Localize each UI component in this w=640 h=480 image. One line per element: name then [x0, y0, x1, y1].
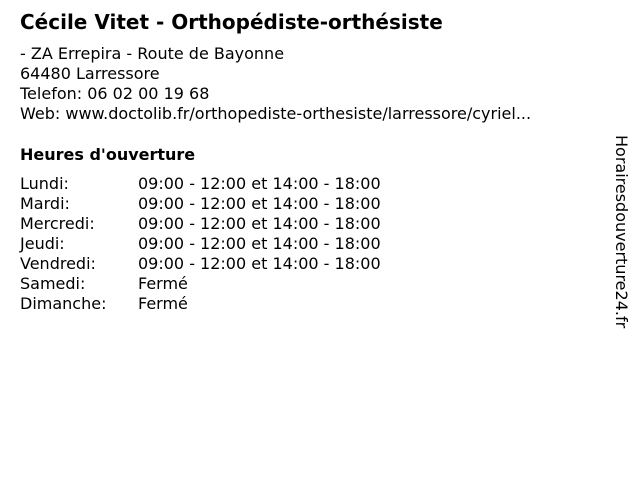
hours-row-thursday	[20, 234, 381, 254]
website-line: Web: www.doctolib.fr/orthopediste-orthesiste/larressore/cyriel...	[20, 104, 532, 123]
hours-time-value: Fermé	[138, 274, 188, 293]
hours-day-label: Mercredi:	[20, 214, 95, 233]
hours-time-value: 09:00 - 12:00 et 14:00 - 18:00	[138, 234, 381, 253]
address-city: 64480 Larressore	[20, 64, 160, 83]
hours-row-saturday	[20, 274, 381, 294]
site-brand-text: Horairesdouverture24.fr	[612, 135, 631, 329]
business-contact-block	[20, 44, 531, 124]
hours-row-friday	[20, 254, 381, 274]
hours-row-monday	[20, 174, 381, 194]
hours-time-value: 09:00 - 12:00 et 14:00 - 18:00	[138, 214, 381, 233]
business-title: Cécile Vitet - Orthopédiste-orthésiste	[20, 10, 443, 34]
hours-row-sunday	[20, 294, 381, 314]
hours-day-label: Dimanche:	[20, 294, 107, 313]
hours-day-label: Vendredi:	[20, 254, 96, 273]
hours-time-value: 09:00 - 12:00 et 14:00 - 18:00	[138, 194, 381, 213]
hours-day-label: Jeudi:	[20, 234, 65, 253]
hours-day-label: Mardi:	[20, 194, 70, 213]
address-street: - ZA Errepira - Route de Bayonne	[20, 44, 285, 63]
hours-time-value: 09:00 - 12:00 et 14:00 - 18:00	[138, 174, 381, 193]
opening-hours-heading: Heures d'ouverture	[20, 145, 196, 164]
hours-day-label: Samedi:	[20, 274, 86, 293]
hours-time-value: Fermé	[138, 294, 188, 313]
hours-row-wednesday	[20, 214, 381, 234]
opening-hours-table	[20, 174, 381, 314]
site-brand-watermark	[612, 135, 630, 375]
hours-day-label: Lundi:	[20, 174, 69, 193]
hours-row-tuesday	[20, 194, 381, 214]
phone-line: Telefon: 06 02 00 19 68	[20, 84, 210, 103]
hours-time-value: 09:00 - 12:00 et 14:00 - 18:00	[138, 254, 381, 273]
